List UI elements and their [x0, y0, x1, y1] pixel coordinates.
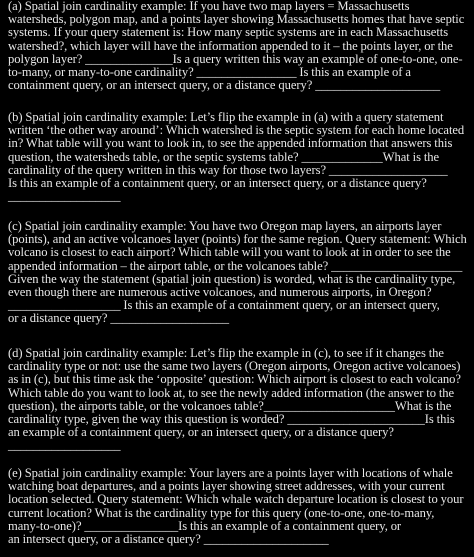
question-c: (c) Spatial join cardinality example: You have two Oregon map layers, an airports layer (points), and an active volcanoes layer (points) for the same region. Query statement: Which volcano is closest to each airport? Which table will you want to look at in order to see the appended information – the airport table, or the volcanoes table? _____________________ Given the way the statement (spatial join question) is worded, what is the cardinality type, even though there are numerous active volcanoes, and numerous airports, in Oregon? __________________ Is this an example of a containment query, or an intersect query, or a distance query? ___________________ [8, 219, 467, 326]
question-a: (a) Spatial join cardinality example: If you have two map layers = Massachusetts watersheds, polygon map, and a points layer showing Massachusetts homes that have septic systems. If your query statement is: How many septic systems are in each Massachusetts watershed?, which layer will have the information appended to it – the points layer, or the polygon layer? ______________Is a query written this way an example of one-to-one, one- to-many, or many-to-one cardinality? ________________ Is this an example of a containment query, or an intersect query, or a distance query? ____________________ [8, 0, 465, 93]
question-d: (d) Spatial join cardinality example: Let’s flip the example in (c), to see if it changes the cardinality type or not: use the same two layers (Oregon airports, Oregon active volcanoes) as in (c), but this time ask the ‘opposite’ question: Which airport is closest to each volcano? Which table do you want to look at, to see the newly added information (the answer to the question), the airports table, or the volcanoes table?_____________________What is the cardinality type, given the way this question is worded? ______________________Is this an example of a containment query, or an intersect query, or a distance query? __________________ [8, 346, 461, 453]
question-b: (b) Spatial join cardinality example: Let’s flip the example in (a) with a query statement written ‘the other way around’: Which watershed is the septic system for each home located in? What table will you want to look in, to see the appended information that answers this question, the watersheds table, or the septic systems table? _____________What is the cardinality of the query written in this way for those two layers? ___________________ Is this an example of a containment query, or an intersect query, or a distance query? __________________ [8, 110, 465, 204]
question-e: (e) Spatial join cardinality example: Your layers are a points layer with locations of whale watching boat departures, and a points layer showing street addresses, with your current location selected. Query statement: Which whale watch departure location is closest to your current location? What is the cardinality type for this query (one-to-one, one-to-many, many-to-one)? _______________Is this an example of a containment query, or an intersect query, or a distance query? ____________________ [8, 466, 464, 547]
